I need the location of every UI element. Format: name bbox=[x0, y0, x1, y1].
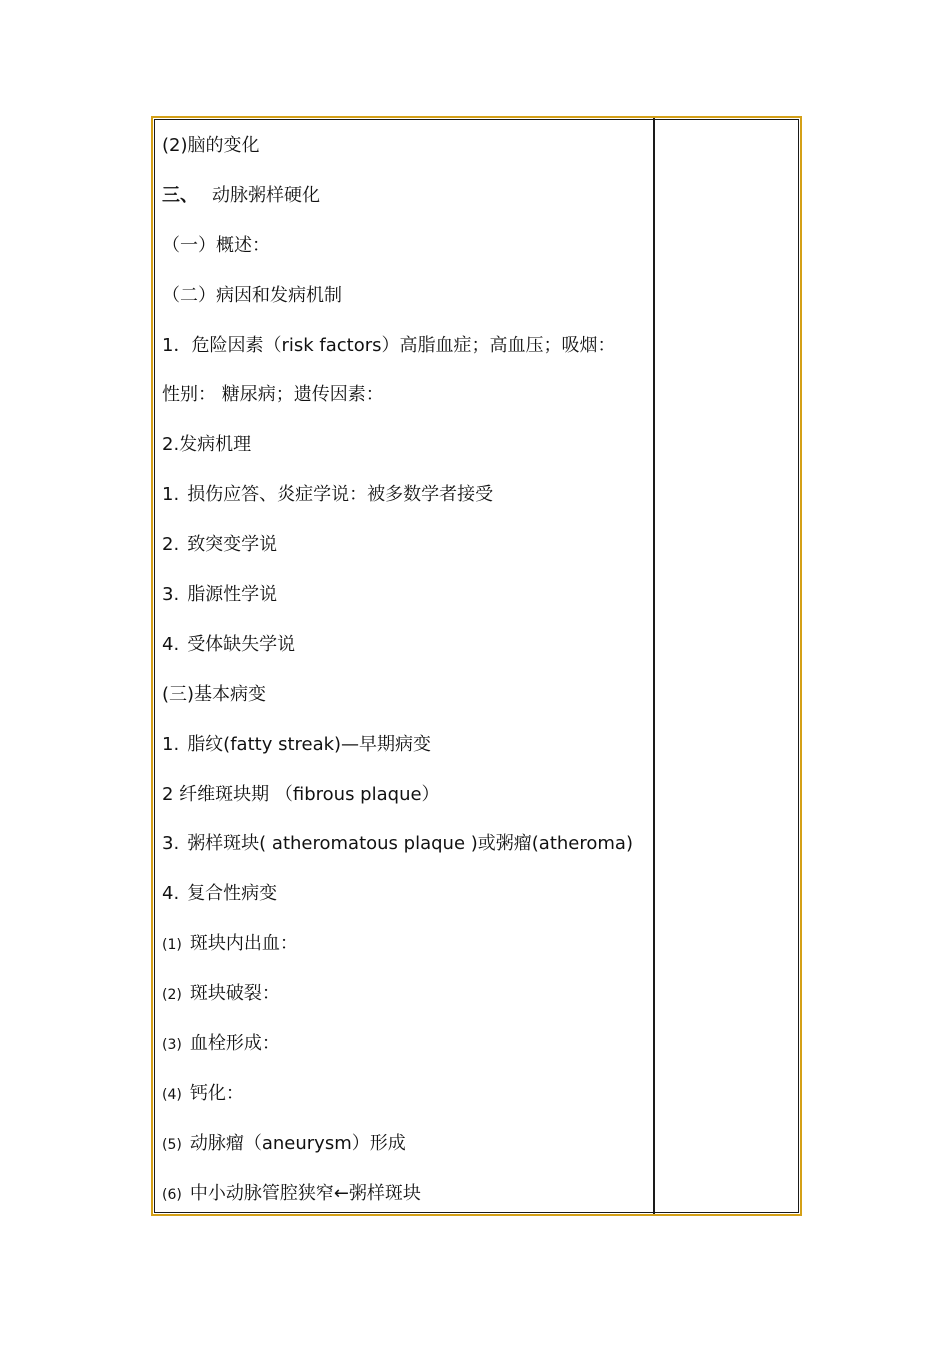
line-theory-3: 3. 脂源性学说 bbox=[162, 584, 278, 606]
line-lesion-4: 4. 复合性病变 bbox=[162, 883, 278, 905]
section-number: 三、 bbox=[162, 184, 198, 206]
line-risk-factors-cont: 性别： 糖尿病；遗传因素： bbox=[162, 384, 384, 406]
line-theory-1: 1. 损伤应答、炎症学说：被多数学者接受 bbox=[162, 484, 494, 506]
line-etiology: （二）病因和发病机制 bbox=[162, 284, 342, 306]
notes-cell bbox=[655, 118, 800, 1214]
line-lesion-1: 1. 脂纹(fatty streak)—早期病变 bbox=[162, 733, 432, 755]
line-risk-factors: 1．危险因素（risk factors）高脂血症；高血压；吸烟： bbox=[162, 334, 616, 356]
content-lines bbox=[162, 128, 633, 1226]
line-brain-changes: (2)脑的变化 bbox=[162, 135, 260, 156]
line-theory-2: 2. 致突变学说 bbox=[162, 534, 278, 556]
content-cell bbox=[153, 118, 655, 1214]
line-lesion-2: 2 纤维斑块期 （fibrous plaque） bbox=[162, 783, 440, 805]
content-table bbox=[151, 116, 802, 1216]
line-complex-2: (2) 斑块破裂： bbox=[162, 983, 280, 1005]
line-mechanism: 2.发病机理 bbox=[162, 434, 252, 456]
line-overview: （一）概述： bbox=[162, 234, 270, 256]
line-complex-1: (1) 斑块内出血： bbox=[162, 933, 298, 955]
line-theory-4: 4. 受体缺失学说 bbox=[162, 633, 296, 655]
line-complex-5: (5) 动脉瘤（aneurysm）形成 bbox=[162, 1132, 406, 1154]
section-title: 动脉粥样硬化 bbox=[212, 184, 320, 206]
line-basic-lesions: (三)基本病变 bbox=[162, 683, 267, 705]
line-section-heading bbox=[162, 178, 633, 228]
line-lesion-3: 3. 粥样斑块( atheromatous plaque )或粥瘤(atheroma) bbox=[162, 833, 633, 855]
line-complex-4: (4) 钙化： bbox=[162, 1082, 244, 1104]
line-complex-3: (3) 血栓形成： bbox=[162, 1033, 280, 1055]
line-complex-6: (6) 中小动脉管腔狭窄←粥样斑块 bbox=[162, 1182, 421, 1204]
